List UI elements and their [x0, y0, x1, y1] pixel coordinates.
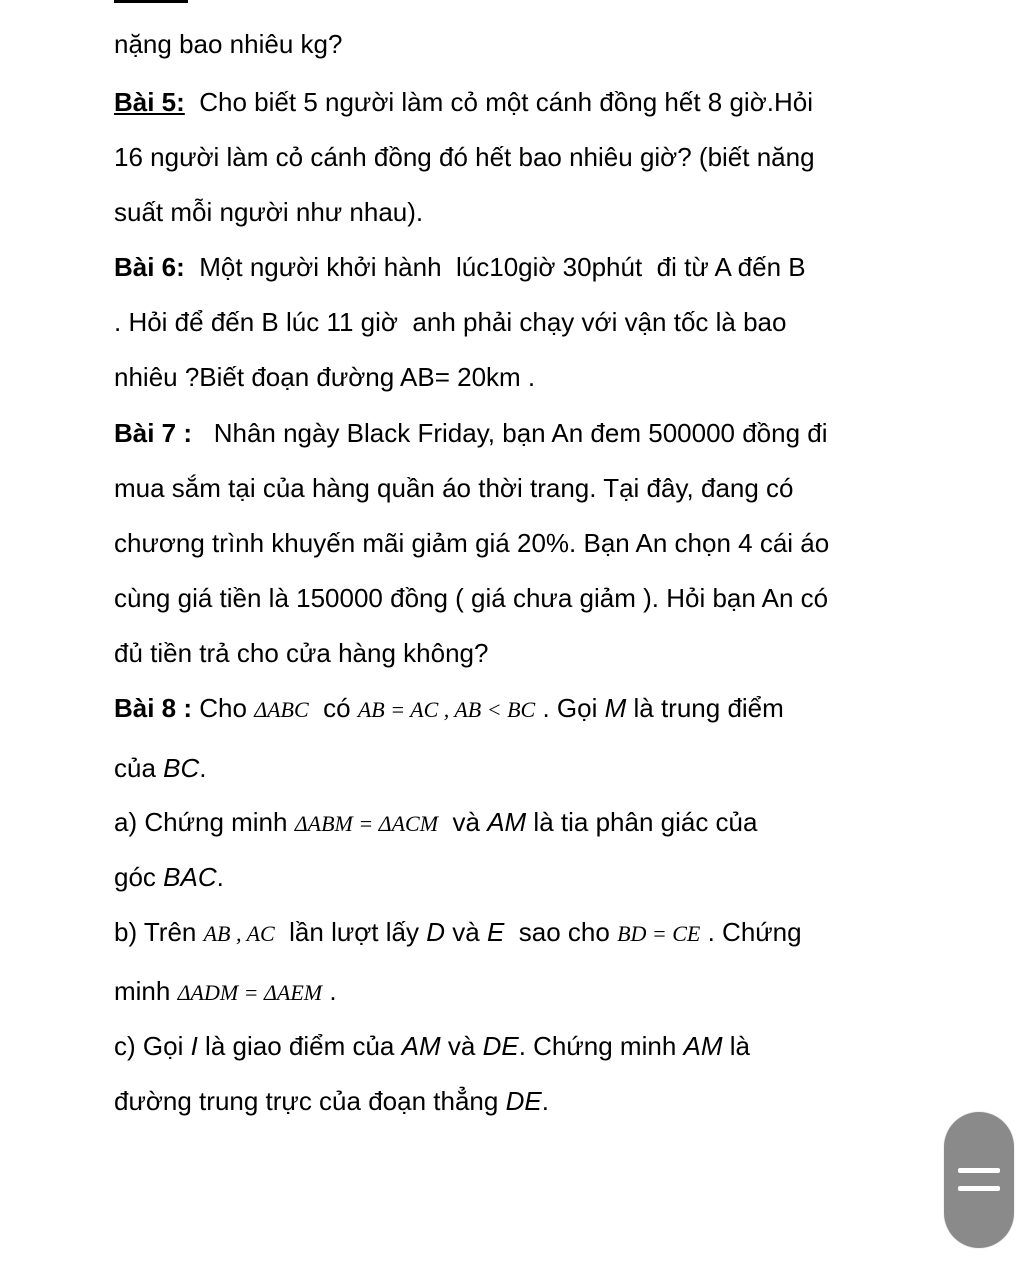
exercise-8-line-1: Bài 8 : Cho ΔABC có AB = AC , AB < BC . Gọi M là trung điểm [114, 693, 784, 723]
exercise-5-line-3: suất mỗi người như nhau). [114, 197, 424, 227]
cut-off-underline [114, 0, 188, 3]
exercise-8-label: Bài 8 : [114, 693, 193, 723]
math-expression: ΔABC [254, 697, 309, 722]
part-c-line-1: c) Gọi I là giao điểm của AM và DE. Chứng minh AM là [114, 1031, 750, 1061]
exercise-7-line-5: đủ tiền trả cho cửa hàng không? [114, 638, 489, 668]
exercise-7-line-4: cùng giá tiền là 150000 đồng ( giá chưa giảm ). Hỏi bạn An có [114, 583, 829, 613]
scroll-drag-handle[interactable] [944, 1112, 1014, 1248]
math-expression: BD = CE [617, 921, 701, 946]
math-expression: AB , AC [203, 921, 275, 946]
math-expression: AB = AC , AB < BC [357, 697, 536, 722]
exercise-6-label: Bài 6: [114, 252, 185, 282]
exercise-5-label: Bài 5: [114, 87, 185, 117]
exercise-7-line-3: chương trình khuyến mãi giảm giá 20%. Bạn An chọn 4 cái áo [114, 528, 830, 558]
part-b-line-2: minh ΔADM = ΔAEM . [114, 976, 337, 1006]
part-a-line-2: góc BAC. [114, 862, 224, 892]
exercise-8-line-2: của BC. [114, 753, 207, 783]
part-a-line-1: a) Chứng minh ΔABM = ΔACM và AM là tia phân giác của [114, 807, 758, 837]
part-b-line-1: b) Trên AB , AC lần lượt lấy D và E sao cho BD = CE . Chứng [114, 917, 802, 947]
exercise-5-line-1: Bài 5: Cho biết 5 người làm cỏ một cánh đồng hết 8 giờ.Hỏi [114, 87, 813, 117]
exercise-6-line-1: Bài 6: Một người khởi hành lúc10giờ 30phút đi từ A đến B [114, 252, 806, 282]
part-c-line-2: đường trung trực của đoạn thẳng DE. [114, 1086, 549, 1116]
text-line: nặng bao nhiêu kg? [114, 29, 343, 59]
exercise-5-line-2: 16 người làm cỏ cánh đồng đó hết bao nhiêu giờ? (biết năng [114, 142, 815, 172]
math-expression: ΔABM = ΔACM [294, 811, 439, 836]
exercise-6-line-2: . Hỏi để đến B lúc 11 giờ anh phải chạy với vận tốc là bao [114, 307, 787, 337]
exercise-7-line-1: Bài 7 : Nhân ngày Black Friday, bạn An đem 500000 đồng đi [114, 418, 828, 448]
math-expression: ΔADM = ΔAEM [177, 980, 323, 1005]
exercise-6-line-3: nhiêu ?Biết đoạn đường AB= 20km . [114, 362, 536, 392]
exercise-7-line-2: mua sắm tại của hàng quần áo thời trang. Tại đây, đang có [114, 473, 794, 503]
exercise-7-label: Bài 7 : [114, 418, 193, 448]
